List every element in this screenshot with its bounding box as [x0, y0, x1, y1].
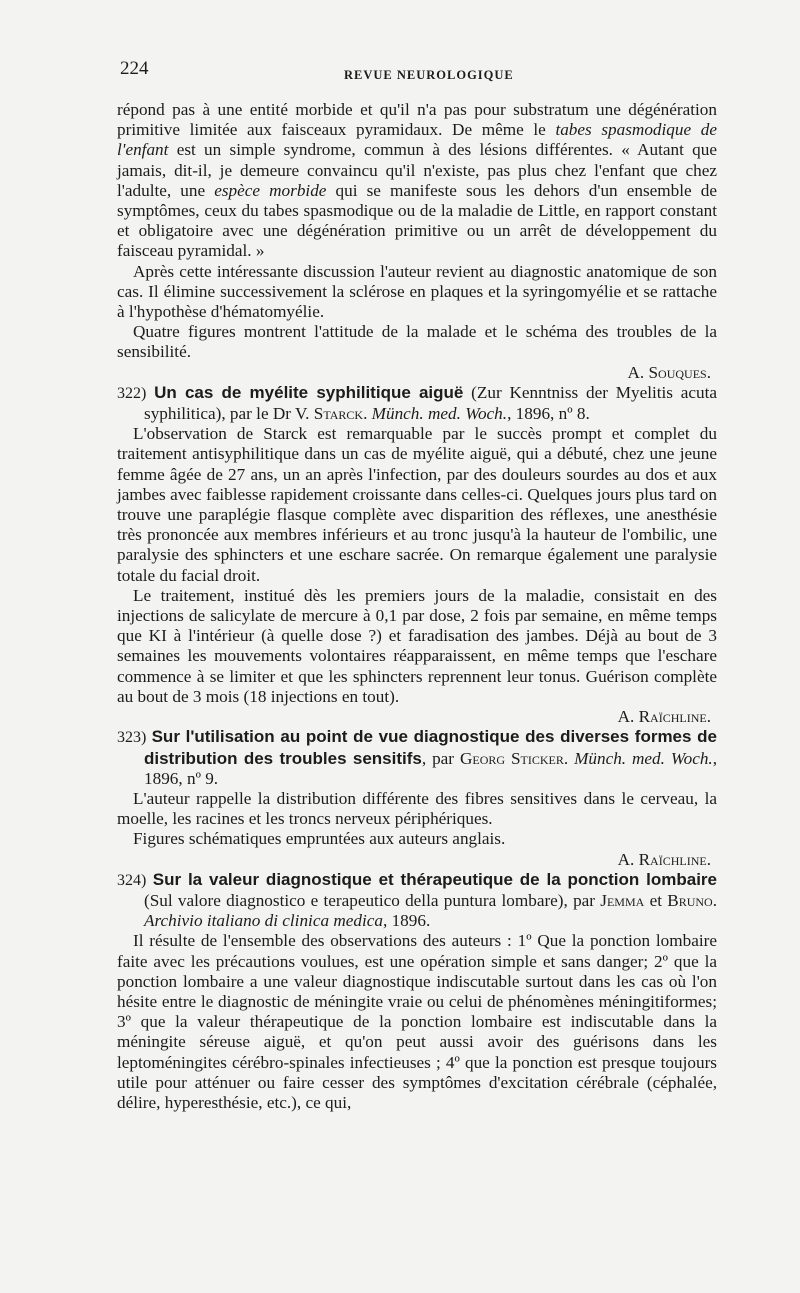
- text-run: répond pas à une entité morbide et qu'il n'a pas pour substratum une dégénération primitive limitée aux faisceaux pyramidaux. De même le: [117, 100, 717, 140]
- italic-run: tabes spasmodique de l'enfant: [117, 120, 717, 160]
- page-header: [118, 58, 718, 88]
- entry-journal: Münch. med. Woch.: [371, 404, 508, 424]
- entry-number: 322): [117, 384, 147, 402]
- entry-subtitle: (Zur Kenntniss der Myelitis acuta syphilitica), par le Dr V.: [144, 382, 718, 424]
- text-run: .: [712, 890, 717, 910]
- entry-author-2: Bruno: [667, 890, 713, 910]
- entry-322-paragraph-2: Le traitement, institué dès les premiers jours de la maladie, consistait en des injections de salicylate de mercure à 0,1 par dose, 2 fois par semaine, en même temps que KI à l'intérieur (à quelle dose ?) et faradisation des jambes. Déjà au bout de 3 semaines les mouvements volontaires réapparaissent, en même temps que l'eschare commence à se limiter et que les sphincters reprennent leur tonus. Guérison complète au bout de 3 mois (18 injections en tout).: [117, 585, 717, 706]
- entry-subtitle: (Sul valore diagnostico e terapeutico della puntura lombare), par: [144, 890, 601, 910]
- entry-322-paragraph-1: L'observation de Starck est remarquable par le succès prompt et complet du traitement antisyphilitique dans un cas de myélite aiguë, qui a débuté, chez une jeune femme âgée de 27 ans, un an après l'infection, par des douleurs sourdes au dos et aux jambes avec faiblesse rapidement croissante dans celles-ci. Quelques jours plus tard on trouve une paraplégie flasque complète avec disparition des réflexes, une anesthésie très prononcée aux membres inférieurs et au tronc jusqu'à la hauteur de l'ombilic, une paralysie des sphincters et une eschare sacrée. On remarque également une paralysie totale du facial droit.: [117, 424, 717, 585]
- entry-citation: , 1896.: [382, 911, 431, 931]
- entry-number: 324): [117, 871, 147, 889]
- entry-author: Georg Sticker: [459, 748, 564, 768]
- signature-raichline: A. Raïchline.: [617, 707, 711, 727]
- text-run: et: [644, 890, 668, 910]
- entry-title: Un cas de myélite syphilitique aiguë: [154, 382, 464, 402]
- entry-citation: , 1896, nº 8.: [507, 404, 590, 424]
- text-run: est un simple syndrome, commun à des lésions différentes. « Autant que jamais, dit-il, je demeure convaincu qu'il n'existe, pas plus chez l'enfant que chez l'adulte, une: [117, 140, 717, 200]
- intro-paragraph-2: Après cette intéressante discussion l'auteur revient au diagnostic anatomique de son cas. Il élimine successivement la sclérose en plaques et la syringomyélie et se rattache à l'hypothèse d'hématomyélie.: [117, 261, 717, 322]
- entry-322-heading: [117, 383, 717, 424]
- entry-323-paragraph-2: Figures schématiques empruntées aux auteurs anglais.: [133, 829, 506, 849]
- entry-citation: , 1896, nº 9.: [144, 748, 718, 788]
- intro-paragraph-3: Quatre figures montrent l'attitude de la malade et le schéma des troubles de la sensibilité.: [117, 322, 717, 362]
- text-run: qui se manifeste sous les dehors d'un ensemble de symptômes, ceux du tabes spasmodique ou de la maladie de Little, en rapport constant et obligatoire avec une dégénération primitive ou un arrêt de développement du faisceau pyramidal. »: [117, 180, 718, 261]
- entry-title: Sur la valeur diagnostique et thérapeutique de la ponction lombaire: [152, 869, 717, 889]
- entry-323-heading: [117, 727, 717, 789]
- text-run: .: [563, 748, 575, 768]
- entry-title: Sur l'utilisation au point de vue diagnostique des diverses formes de distribution des troubles sensitifs: [144, 727, 717, 768]
- entry-journal: Archivio italiano di clinica medica: [144, 911, 383, 931]
- entry-author: Starck: [313, 404, 364, 424]
- page-body: [117, 100, 717, 1113]
- text-run: , par: [421, 748, 460, 768]
- intro-paragraph: [117, 100, 717, 262]
- entry-author: Jemma: [600, 890, 645, 910]
- italic-run: espèce morbide: [214, 180, 327, 200]
- text-run: .: [363, 404, 372, 424]
- entry-number: 323): [117, 729, 147, 747]
- entry-journal: Münch. med. Woch.: [574, 748, 713, 768]
- signature-souques: A. Souques.: [627, 362, 711, 382]
- running-title: REVUE NEUROLOGIQUE: [344, 68, 514, 82]
- signature-raichline: A. Raïchline.: [617, 849, 711, 869]
- entry-324-paragraph-1: Il résulte de l'ensemble des observations des auteurs : 1º Que la ponction lombaire faite avec les précautions voulues, est une opération simple et sans danger; 2º que la ponction lombaire a une valeur diagnostique indiscutable surtout dans les cas où l'on hésite entre le diagnostic de méningite vraie ou celui de phénomènes méningitiformes; 3º que la valeur thérapeutique de la ponction lombaire est indiscutable dans la méningite séreuse aiguë, et qu'on peut aussi avoir des guérisons dans les leptoméningites cérébro-spinales infectieuses ; 4º que la ponction est presque toujours utile pour atténuer ou faire cesser des symptômes d'excitation cérébrale (céphalée, délire, hyperesthésie, etc.), ce qui,: [117, 931, 717, 1112]
- entry-323-paragraph-1: L'auteur rappelle la distribution différente des fibres sensitives dans le cerveau, la moelle, les racines et les troncs nerveux périphériques.: [117, 788, 717, 829]
- page-number: 224: [120, 58, 149, 79]
- entry-324-heading: [117, 870, 717, 932]
